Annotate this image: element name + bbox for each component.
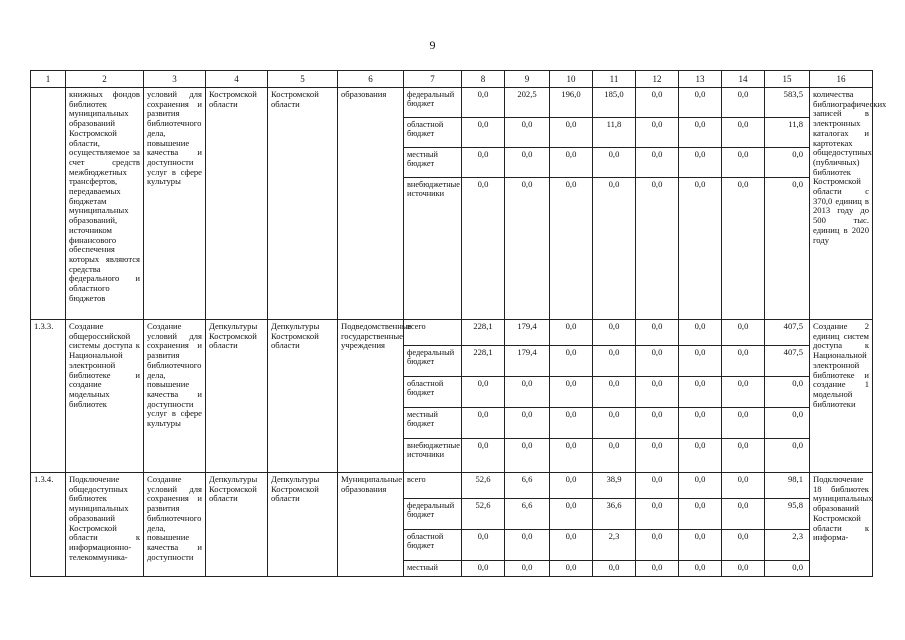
funding-source: внебюджетные источники bbox=[404, 439, 462, 473]
funding-value: 0,0 bbox=[636, 561, 679, 577]
funding-value: 0,0 bbox=[722, 377, 765, 408]
participant: Подведомственные государственные учреждения bbox=[338, 320, 404, 473]
funding-value: 0,0 bbox=[505, 377, 550, 408]
funding-source: федеральный бюджет bbox=[404, 88, 462, 118]
funding-value: 0,0 bbox=[679, 118, 722, 148]
funding-value: 196,0 bbox=[550, 88, 593, 118]
funding-value: 0,0 bbox=[462, 148, 505, 178]
funding-value: 0,0 bbox=[593, 320, 636, 346]
column-header: 16 bbox=[810, 71, 873, 88]
column-header: 15 bbox=[765, 71, 810, 88]
funding-value: 0,0 bbox=[462, 178, 505, 320]
coordinator: Костромской области bbox=[268, 88, 338, 320]
funding-value: 0,0 bbox=[765, 439, 810, 473]
funding-value: 0,0 bbox=[636, 473, 679, 499]
funding-source: всего bbox=[404, 473, 462, 499]
event-goal: условий для сохранения и развития библиотечного дела, повышение качества и доступности услуг в сфере культуры bbox=[144, 88, 206, 320]
coordinator: Депкультуры Костромской области bbox=[268, 320, 338, 473]
funding-value: 11,8 bbox=[593, 118, 636, 148]
funding-value: 6,6 bbox=[505, 473, 550, 499]
funding-value: 0,0 bbox=[462, 377, 505, 408]
column-header: 13 bbox=[679, 71, 722, 88]
funding-value: 0,0 bbox=[505, 439, 550, 473]
funding-source: местный bbox=[404, 561, 462, 577]
funding-value: 407,5 bbox=[765, 320, 810, 346]
funding-value: 0,0 bbox=[462, 561, 505, 577]
funding-value: 179,4 bbox=[505, 346, 550, 377]
row-number: 1.3.3. bbox=[31, 320, 66, 473]
participant: Муниципальные образования bbox=[338, 473, 404, 577]
expected-result: Подключение 18 библиотек муниципальных образований Костромской области к информа- bbox=[810, 473, 873, 577]
column-header: 10 bbox=[550, 71, 593, 88]
column-header: 4 bbox=[206, 71, 268, 88]
column-header: 11 bbox=[593, 71, 636, 88]
funding-value: 0,0 bbox=[593, 408, 636, 439]
funding-value: 0,0 bbox=[550, 178, 593, 320]
funding-value: 0,0 bbox=[722, 148, 765, 178]
funding-value: 0,0 bbox=[593, 561, 636, 577]
funding-value: 0,0 bbox=[679, 530, 722, 561]
funding-value: 0,0 bbox=[679, 439, 722, 473]
column-header: 14 bbox=[722, 71, 765, 88]
funding-value: 0,0 bbox=[550, 439, 593, 473]
funding-value: 0,0 bbox=[550, 499, 593, 530]
funding-value: 0,0 bbox=[462, 88, 505, 118]
funding-value: 0,0 bbox=[550, 473, 593, 499]
funding-value: 0,0 bbox=[636, 408, 679, 439]
funding-source: внебюджетные источники bbox=[404, 178, 462, 320]
funding-value: 0,0 bbox=[722, 408, 765, 439]
funding-value: 0,0 bbox=[636, 178, 679, 320]
funding-value: 0,0 bbox=[765, 377, 810, 408]
funding-value: 0,0 bbox=[679, 148, 722, 178]
funding-value: 0,0 bbox=[636, 320, 679, 346]
funding-value: 0,0 bbox=[505, 408, 550, 439]
funding-value: 0,0 bbox=[462, 118, 505, 148]
funding-value: 0,0 bbox=[765, 561, 810, 577]
funding-value: 0,0 bbox=[765, 408, 810, 439]
funding-value: 0,0 bbox=[679, 499, 722, 530]
funding-value: 0,0 bbox=[722, 561, 765, 577]
funding-value: 0,0 bbox=[679, 320, 722, 346]
funding-value: 0,0 bbox=[505, 148, 550, 178]
funding-value: 0,0 bbox=[722, 118, 765, 148]
funding-value: 0,0 bbox=[593, 439, 636, 473]
column-header: 8 bbox=[462, 71, 505, 88]
column-header: 7 bbox=[404, 71, 462, 88]
event-name: книжных фондов библиотек муниципальных образований Костромской области, осуществляемое за счет средств межбюджетных трансфертов, передаваемых бюджетам муниципальных образований, источником финансового обеспечения которых являются средства федерального и областного бюджетов bbox=[66, 88, 144, 320]
funding-value: 36,6 bbox=[593, 499, 636, 530]
funding-value: 0,0 bbox=[722, 473, 765, 499]
funding-value: 0,0 bbox=[636, 346, 679, 377]
funding-value: 0,0 bbox=[722, 439, 765, 473]
funding-source: областной бюджет bbox=[404, 530, 462, 561]
funding-value: 0,0 bbox=[505, 118, 550, 148]
funding-value: 0,0 bbox=[636, 148, 679, 178]
funding-value: 185,0 bbox=[593, 88, 636, 118]
funding-value: 0,0 bbox=[679, 473, 722, 499]
funding-value: 0,0 bbox=[765, 148, 810, 178]
funding-value: 0,0 bbox=[593, 377, 636, 408]
table-row bbox=[31, 88, 873, 118]
funding-value: 583,5 bbox=[765, 88, 810, 118]
funding-value: 0,0 bbox=[636, 118, 679, 148]
funding-value: 0,0 bbox=[550, 377, 593, 408]
event-goal: Создание условий для сохранения и развития библиотечного дела, повышение качества и доступности bbox=[144, 473, 206, 577]
table-row bbox=[31, 320, 873, 346]
funding-value: 0,0 bbox=[550, 530, 593, 561]
funding-value: 202,5 bbox=[505, 88, 550, 118]
expected-result: количества библиографических записей в электронных каталогах и картотеках общедоступных (публичных) библиотек Костромской области с 370,0 единиц в 2013 году до 500 тыс. единиц в 2020 году bbox=[810, 88, 873, 320]
funding-value: 0,0 bbox=[636, 377, 679, 408]
funding-value: 0,0 bbox=[505, 530, 550, 561]
funding-value: 0,0 bbox=[679, 88, 722, 118]
funding-value: 2,3 bbox=[593, 530, 636, 561]
row-number: 1.3.4. bbox=[31, 473, 66, 577]
responsible-executor: Депкультуры Костромской области bbox=[206, 473, 268, 577]
funding-source: федеральный бюджет bbox=[404, 499, 462, 530]
funding-value: 0,0 bbox=[505, 561, 550, 577]
funding-value: 0,0 bbox=[765, 178, 810, 320]
funding-value: 0,0 bbox=[722, 88, 765, 118]
event-name: Подключение общедоступных библиотек муниципальных образований Костромской области к информационно-телекоммуника- bbox=[66, 473, 144, 577]
funding-value: 0,0 bbox=[550, 561, 593, 577]
coordinator: Депкультуры Костромской области bbox=[268, 473, 338, 577]
event-goal: Создание условий для сохранения и развития библиотечного дела, повышение качества и доступности услуг в сфере культуры bbox=[144, 320, 206, 473]
funding-source: областной бюджет bbox=[404, 118, 462, 148]
funding-value: 0,0 bbox=[679, 561, 722, 577]
column-header: 12 bbox=[636, 71, 679, 88]
funding-value: 0,0 bbox=[722, 320, 765, 346]
program-table bbox=[30, 70, 887, 577]
funding-value: 0,0 bbox=[636, 88, 679, 118]
funding-value: 0,0 bbox=[679, 346, 722, 377]
funding-value: 52,6 bbox=[462, 499, 505, 530]
funding-value: 0,0 bbox=[550, 148, 593, 178]
funding-value: 38,9 bbox=[593, 473, 636, 499]
funding-source: местный бюджет bbox=[404, 148, 462, 178]
table-row bbox=[31, 473, 873, 499]
funding-value: 0,0 bbox=[550, 320, 593, 346]
funding-value: 0,0 bbox=[462, 439, 505, 473]
funding-value: 0,0 bbox=[722, 178, 765, 320]
funding-value: 0,0 bbox=[462, 408, 505, 439]
column-header: 1 bbox=[31, 71, 66, 88]
funding-source: местный бюджет bbox=[404, 408, 462, 439]
column-header: 2 bbox=[66, 71, 144, 88]
funding-value: 0,0 bbox=[722, 530, 765, 561]
funding-value: 6,6 bbox=[505, 499, 550, 530]
funding-value: 0,0 bbox=[593, 346, 636, 377]
funding-value: 98,1 bbox=[765, 473, 810, 499]
funding-value: 0,0 bbox=[679, 408, 722, 439]
funding-value: 0,0 bbox=[679, 178, 722, 320]
funding-value: 0,0 bbox=[679, 377, 722, 408]
participant: образования bbox=[338, 88, 404, 320]
funding-value: 0,0 bbox=[550, 408, 593, 439]
funding-value: 0,0 bbox=[505, 178, 550, 320]
funding-value: 0,0 bbox=[722, 346, 765, 377]
expected-result: Создание 2 единиц систем доступа к Национальной электронной библиотеке и создание 1 модельной библиотеки bbox=[810, 320, 873, 473]
column-header: 9 bbox=[505, 71, 550, 88]
funding-source: всего bbox=[404, 320, 462, 346]
column-header: 6 bbox=[338, 71, 404, 88]
column-header: 5 bbox=[268, 71, 338, 88]
responsible-executor: Костромской области bbox=[206, 88, 268, 320]
funding-value: 0,0 bbox=[593, 178, 636, 320]
responsible-executor: Депкультуры Костромской области bbox=[206, 320, 268, 473]
column-header: 3 bbox=[144, 71, 206, 88]
funding-source: областной бюджет bbox=[404, 377, 462, 408]
column-header-row bbox=[31, 71, 873, 88]
page-number: 9 bbox=[429, 38, 436, 52]
funding-value: 0,0 bbox=[550, 118, 593, 148]
funding-value: 179,4 bbox=[505, 320, 550, 346]
funding-source: федеральный бюджет bbox=[404, 346, 462, 377]
funding-value: 0,0 bbox=[636, 439, 679, 473]
funding-value: 0,0 bbox=[462, 530, 505, 561]
funding-value: 2,3 bbox=[765, 530, 810, 561]
funding-value: 11,8 bbox=[765, 118, 810, 148]
event-name: Создание общероссийской системы доступа к Национальной электронной библиотеке и создание модельных библиотек bbox=[66, 320, 144, 473]
funding-value: 407,5 bbox=[765, 346, 810, 377]
funding-value: 228,1 bbox=[462, 346, 505, 377]
funding-value: 0,0 bbox=[593, 148, 636, 178]
funding-value: 95,8 bbox=[765, 499, 810, 530]
funding-value: 0,0 bbox=[722, 499, 765, 530]
row-number bbox=[31, 88, 66, 320]
funding-value: 0,0 bbox=[636, 530, 679, 561]
funding-value: 52,6 bbox=[462, 473, 505, 499]
funding-value: 228,1 bbox=[462, 320, 505, 346]
funding-value: 0,0 bbox=[550, 346, 593, 377]
funding-value: 0,0 bbox=[636, 499, 679, 530]
